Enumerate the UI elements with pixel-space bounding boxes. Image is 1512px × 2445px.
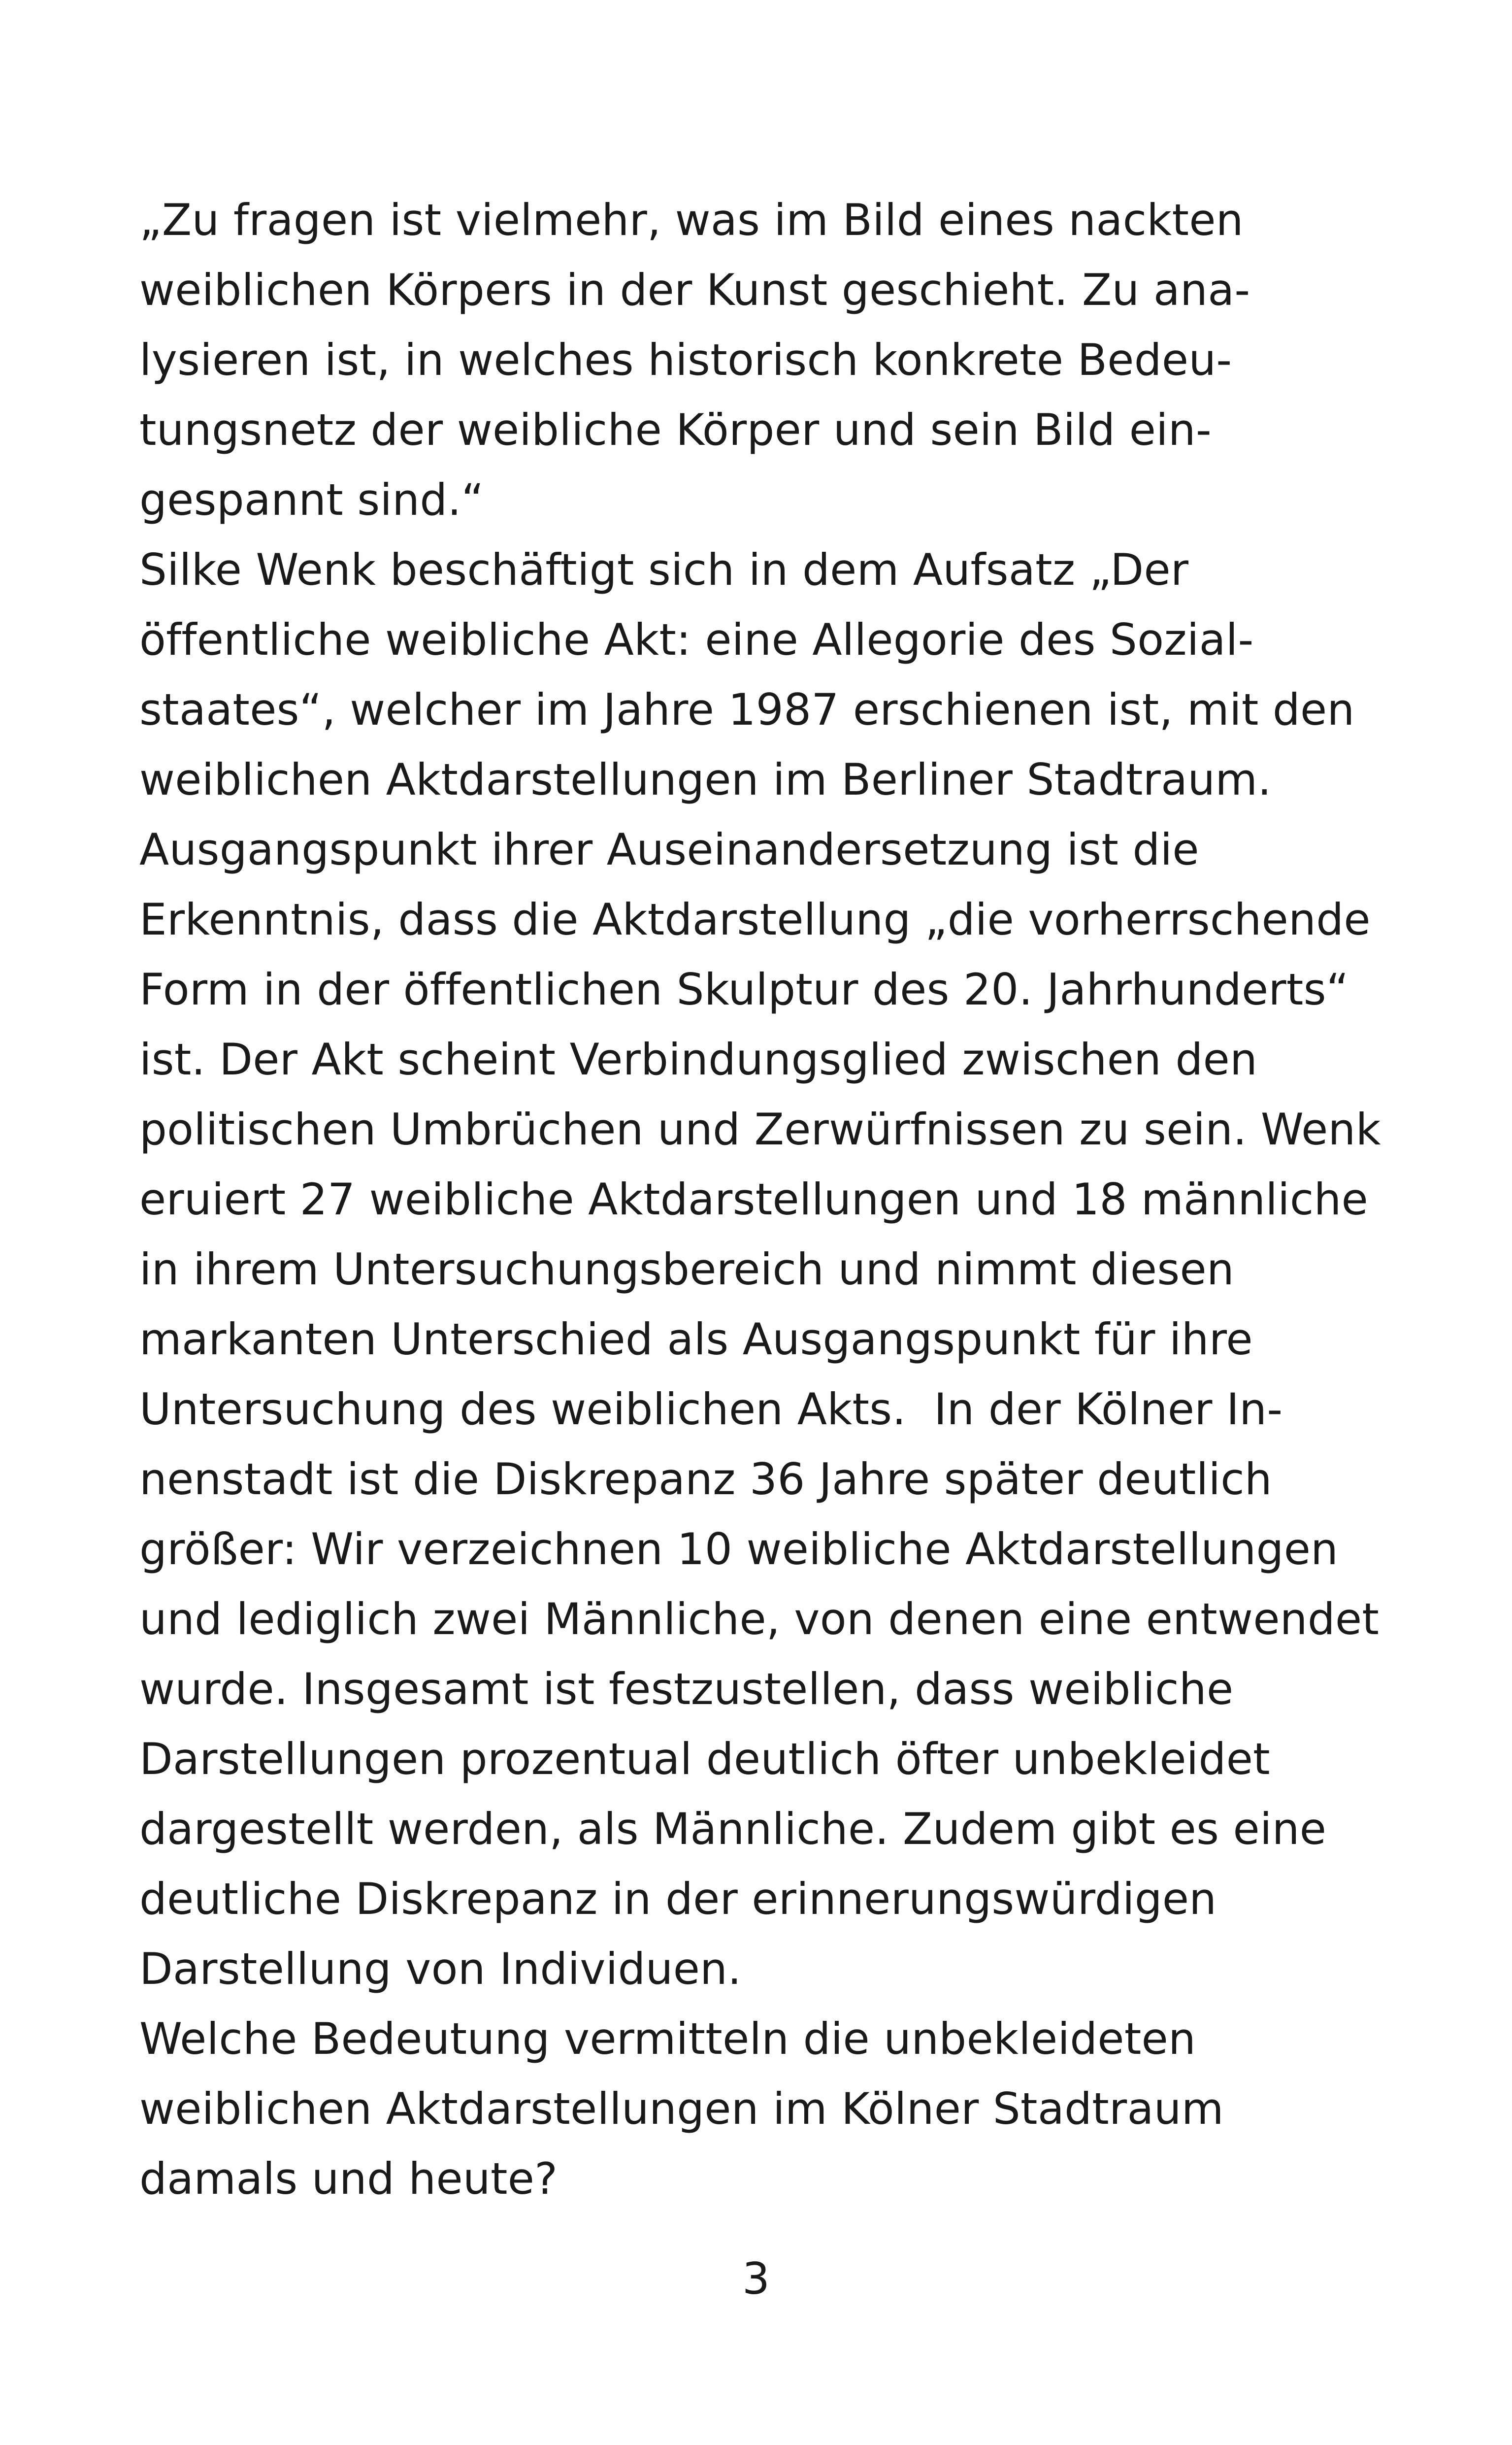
text-line: „Zu fragen ist vielmehr, was im Bild eines nackten bbox=[139, 195, 1244, 245]
text-line: weiblichen Aktdarstellungen im Berliner Stadtraum. bbox=[139, 754, 1272, 805]
text-line: weiblichen Aktdarstellungen im Kölner Stadtraum bbox=[139, 2083, 1224, 2134]
body-text bbox=[139, 185, 1420, 2214]
text-line: und lediglich zwei Männliche, von denen eine entwendet bbox=[139, 1594, 1380, 1644]
text-line: nenstadt ist die Diskrepanz 36 Jahre später deutlich bbox=[139, 1454, 1272, 1505]
text-line: weiblichen Körpers in der Kunst geschieht. Zu ana- bbox=[139, 265, 1250, 315]
text-line: eruiert 27 weibliche Aktdarstellungen und 18 männliche bbox=[139, 1174, 1369, 1225]
text-line: markanten Unterschied als Ausgangspunkt für ihre bbox=[139, 1314, 1253, 1365]
page-number: 3 bbox=[742, 2253, 770, 2304]
text-line: in ihrem Untersuchungsbereich und nimmt diesen bbox=[139, 1244, 1235, 1295]
text-line: tungsnetz der weibliche Körper und sein Bild ein- bbox=[139, 404, 1212, 455]
text-line: größer: Wir verzeichnen 10 weibliche Aktdarstellungen bbox=[139, 1524, 1339, 1574]
text-line: Untersuchung des weiblichen Akts. In der Kölner In- bbox=[139, 1384, 1283, 1435]
text-line: dargestellt werden, als Männliche. Zudem gibt es eine bbox=[139, 1804, 1327, 1854]
text-line: Erkenntnis, dass die Aktdarstellung „die vorherrschende bbox=[139, 894, 1371, 945]
text-line: lysieren ist, in welches historisch konkrete Bedeu- bbox=[139, 335, 1232, 385]
text-line: politischen Umbrüchen und Zerwürfnissen zu sein. Wenk bbox=[139, 1104, 1381, 1155]
text-line: Welche Bedeutung vermitteln die unbekleideten bbox=[139, 2013, 1196, 2064]
text-line: staates“, welcher im Jahre 1987 erschienen ist, mit den bbox=[139, 684, 1355, 735]
text-line: Form in der öffentlichen Skulptur des 20. Jahrhunderts“ bbox=[139, 964, 1349, 1015]
text-line: Darstellungen prozentual deutlich öfter unbekleidet bbox=[139, 1734, 1270, 1784]
text-line: Ausgangspunkt ihrer Auseinandersetzung ist die bbox=[139, 824, 1199, 875]
text-line: gespannt sind.“ bbox=[139, 474, 484, 525]
text-line: öffentliche weibliche Akt: eine Allegorie des Sozial- bbox=[139, 614, 1254, 665]
text-line: damals und heute? bbox=[139, 2153, 558, 2204]
text-line: ist. Der Akt scheint Verbindungsglied zwischen den bbox=[139, 1034, 1258, 1085]
text-line: wurde. Insgesamt ist festzustellen, dass weibliche bbox=[139, 1664, 1234, 1714]
text-line: Darstellung von Individuen. bbox=[139, 1943, 742, 1994]
text-line: deutliche Diskrepanz in der erinnerungswürdigen bbox=[139, 1874, 1217, 1924]
text-line: Silke Wenk beschäftigt sich in dem Aufsatz „Der bbox=[139, 544, 1189, 595]
